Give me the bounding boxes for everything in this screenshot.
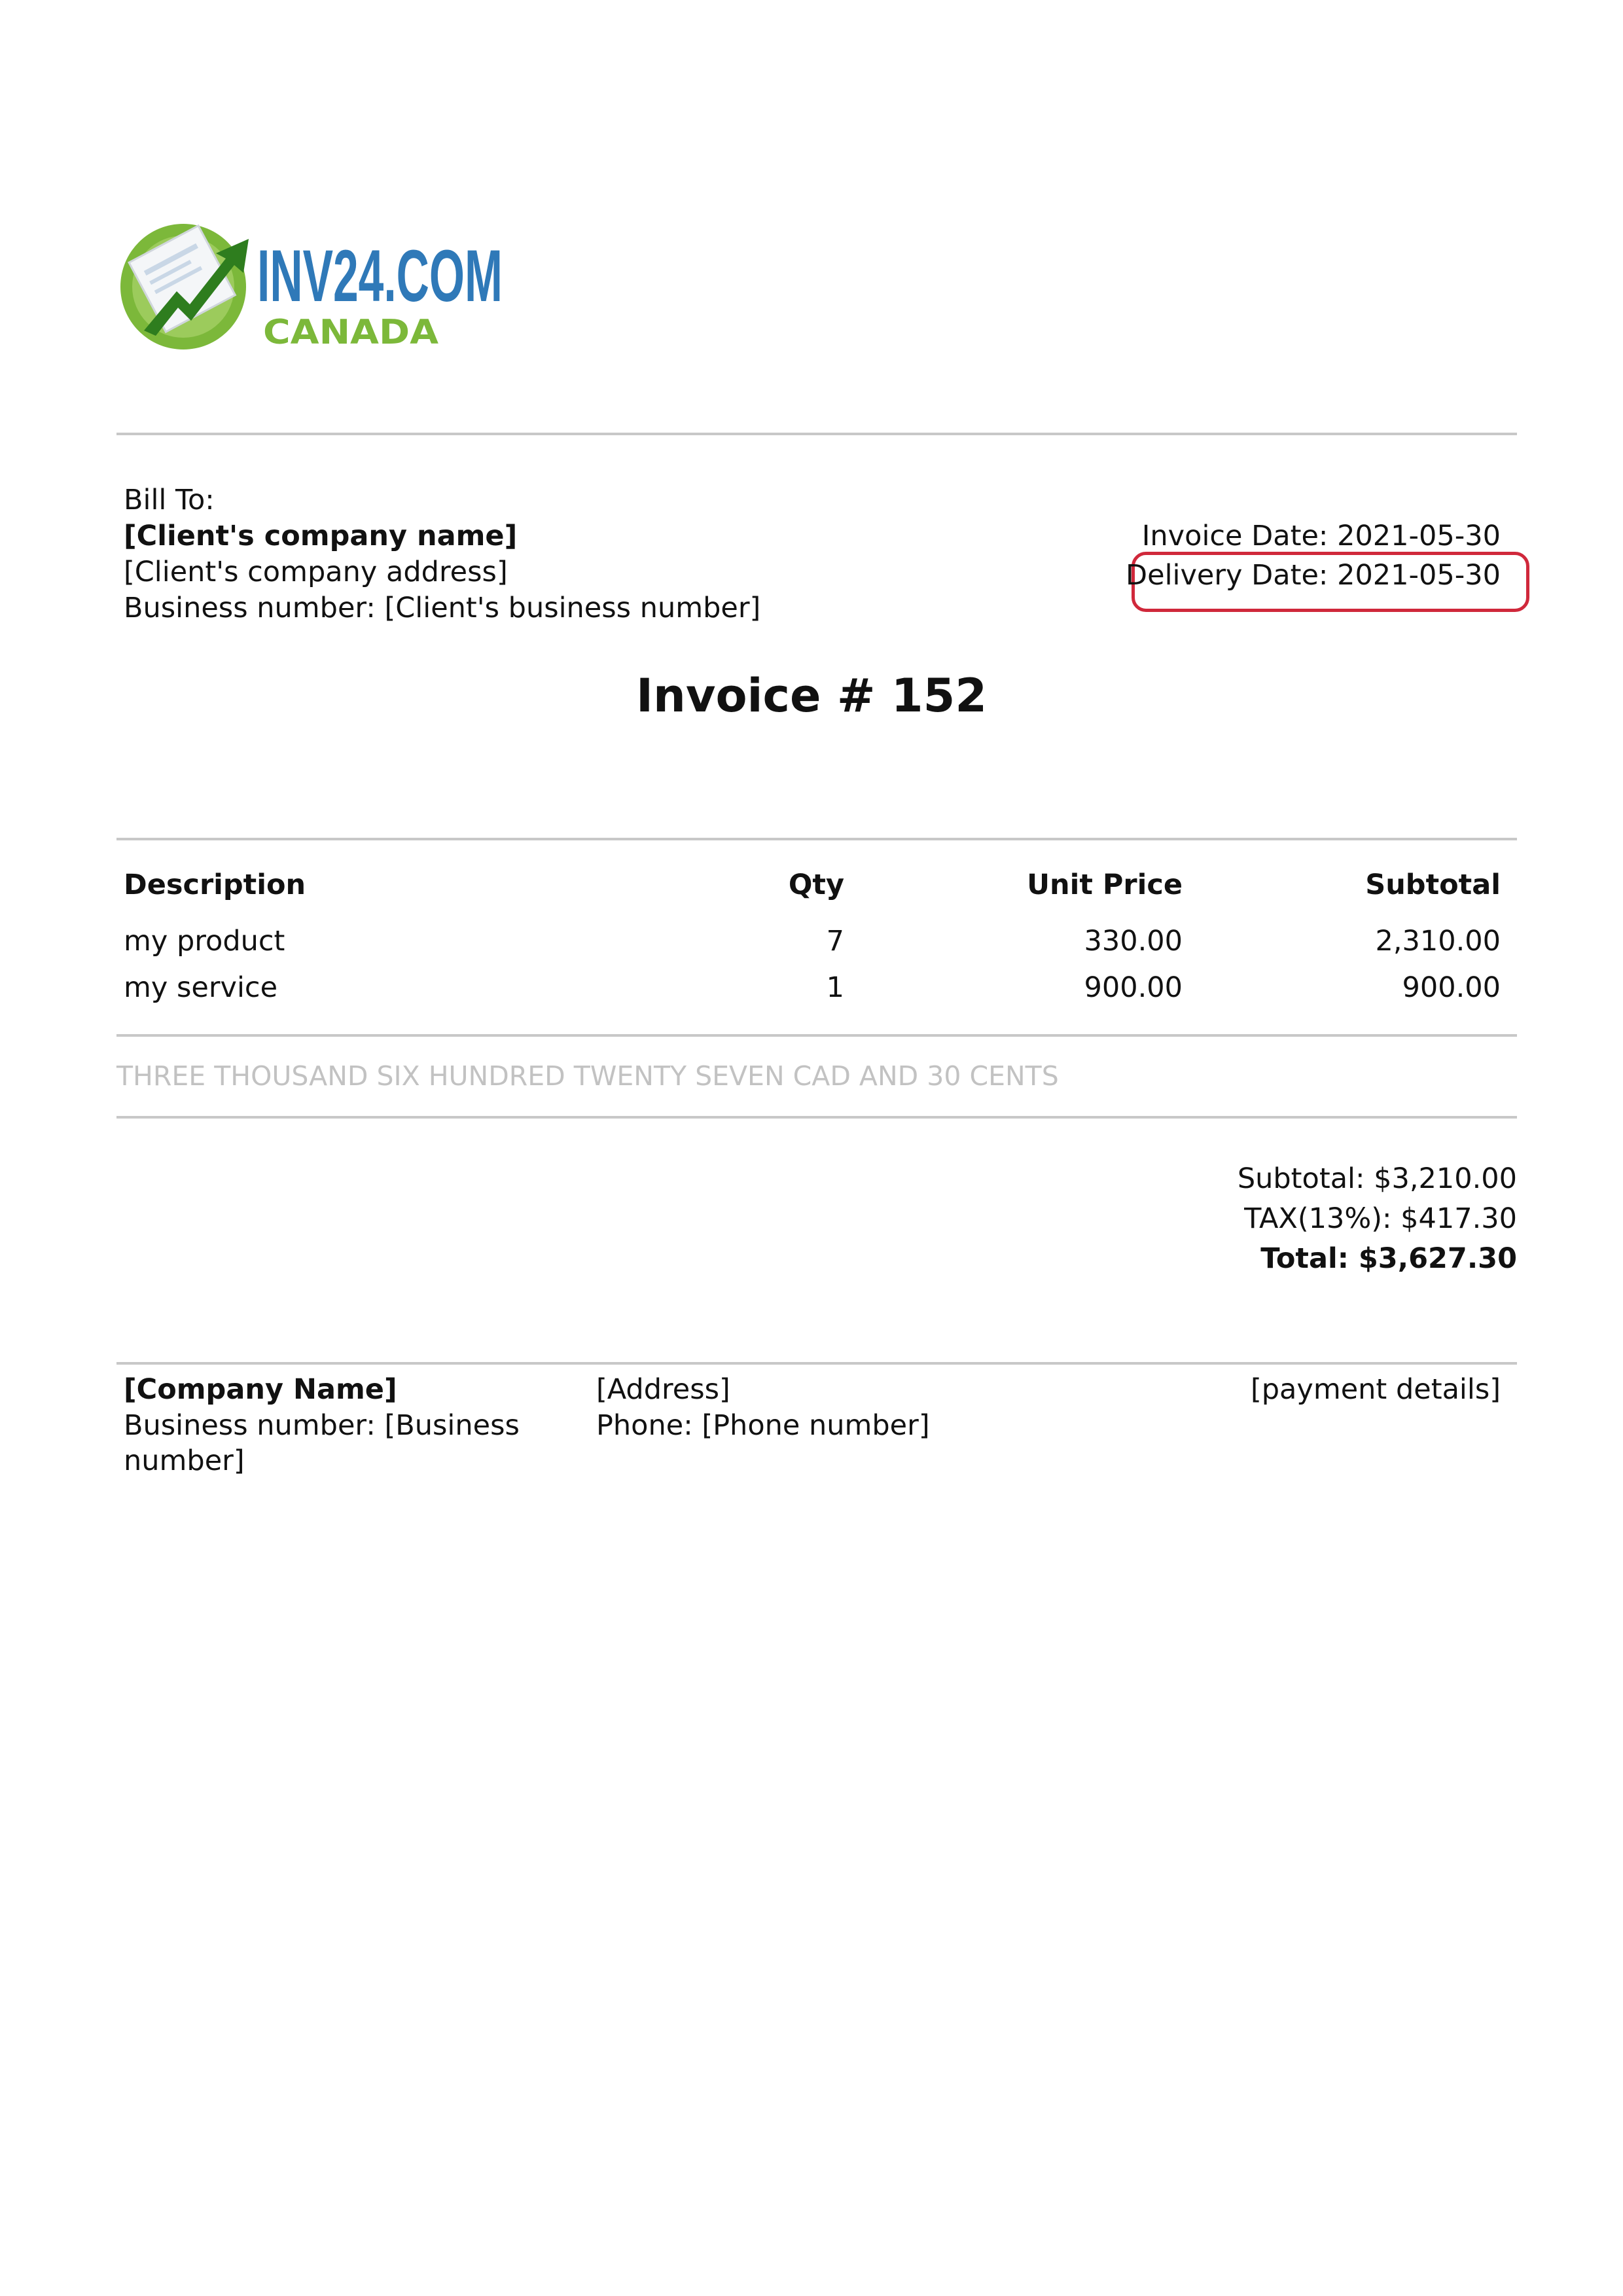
footer-payment-details: [payment details]: [1250, 1373, 1501, 1406]
row-1-unit-price: 330.00: [1084, 925, 1183, 958]
row-1-description: my product: [124, 925, 285, 958]
header-divider: [116, 433, 1517, 435]
delivery-date-line: [1126, 558, 1501, 593]
delivery-date-label: Delivery Date:: [1126, 559, 1329, 592]
row-2-description: my service: [124, 971, 278, 1004]
invoice-title: Invoice # 152: [635, 669, 988, 723]
row-2-unit-price: 900.00: [1084, 971, 1183, 1004]
invoice-date-line: [1142, 518, 1501, 554]
table-bottom-divider: [116, 1034, 1517, 1037]
table-top-divider: [116, 838, 1517, 840]
header-description: Description: [124, 869, 306, 901]
row-2-subtotal: 900.00: [1402, 971, 1501, 1004]
row-1-subtotal: 2,310.00: [1375, 925, 1501, 958]
footer-company-name: [Company Name]: [124, 1373, 397, 1406]
delivery-date-value: 2021-05-30: [1337, 559, 1501, 592]
header-unit-price: Unit Price: [1027, 869, 1183, 901]
client-business-number: Business number: [Client's business number]: [124, 592, 761, 624]
footer-address: [Address]: [596, 1373, 730, 1406]
tax-line: TAX(13%): $417.30: [1244, 1202, 1517, 1235]
footer-divider: [116, 1362, 1517, 1365]
logo-brand-text: INV24.COM: [257, 235, 503, 317]
header-qty: Qty: [788, 869, 844, 901]
company-logo: [118, 213, 510, 353]
footer-phone: Phone: [Phone number]: [596, 1409, 930, 1442]
row-2-qty: 1: [826, 971, 844, 1004]
client-company-name: [Client's company name]: [124, 520, 518, 552]
invoice-date-label: Invoice Date:: [1141, 520, 1329, 552]
subtotal-line: Subtotal: $3,210.00: [1237, 1162, 1517, 1195]
total-line: Total: $3,627.30: [1260, 1242, 1517, 1275]
row-1-qty: 7: [826, 925, 844, 958]
footer-business-number: Business number: [Business number]: [124, 1409, 520, 1477]
amount-in-words: THREE THOUSAND SIX HUNDRED TWENTY SEVEN CAD AND 30 CENTS: [116, 1060, 1059, 1092]
client-company-address: [Client's company address]: [124, 556, 508, 588]
logo-country-text: CANADA: [263, 313, 438, 352]
invoice-date-value: 2021-05-30: [1337, 520, 1501, 552]
header-subtotal: Subtotal: [1365, 869, 1501, 901]
words-divider: [116, 1116, 1517, 1119]
bill-to-label: Bill To:: [124, 484, 215, 516]
